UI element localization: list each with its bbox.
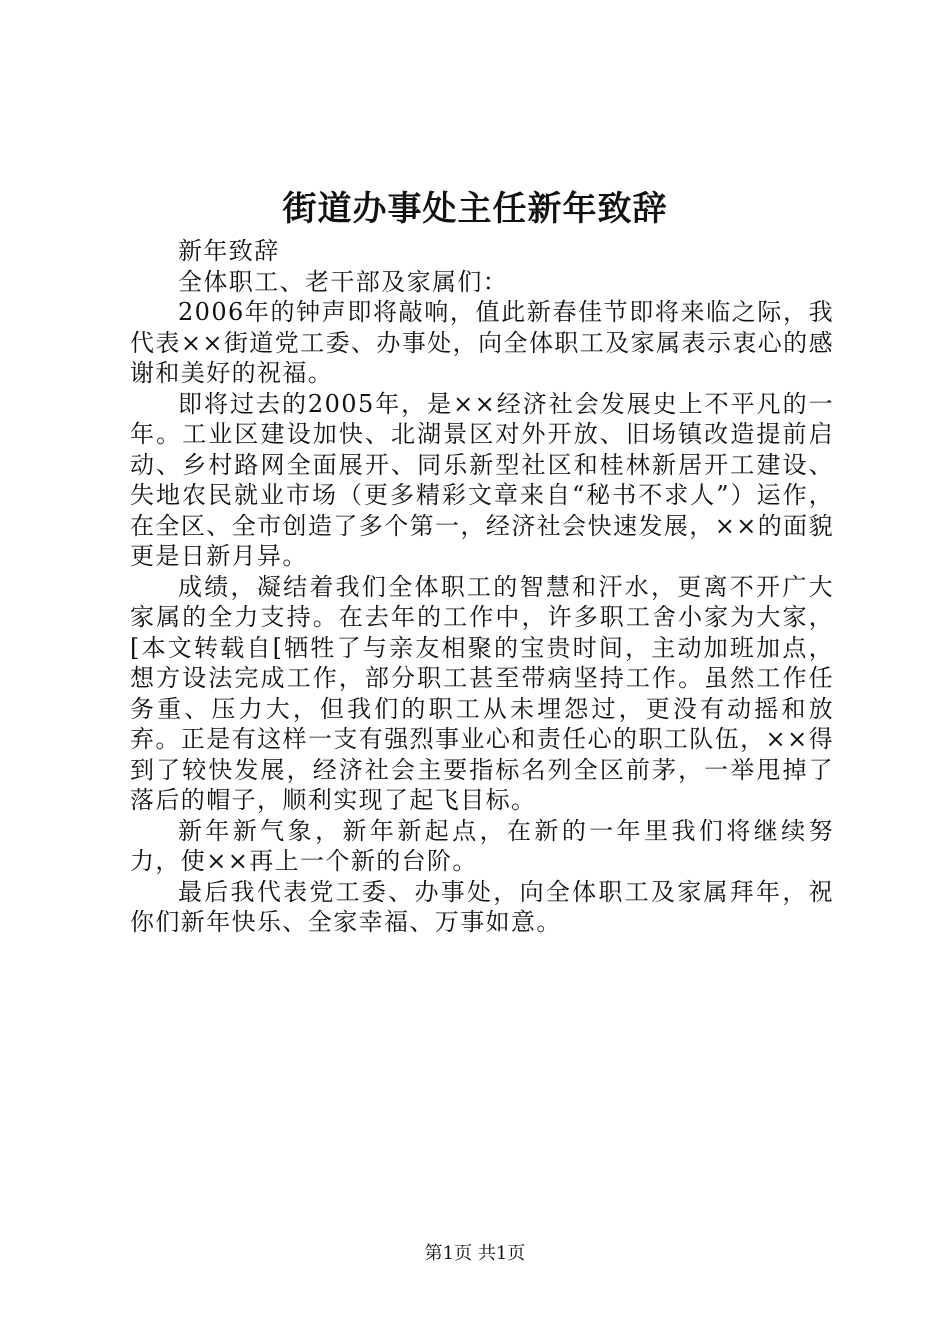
paragraph: 最后我代表党工委、办事处，向全体职工及家属拜年，祝你们新年快乐、全家幸福、万事如意。 [130, 877, 834, 936]
document-title: 街道办事处主任新年致辞 [282, 189, 668, 229]
paragraph: 新年新气象，新年新起点，在新的一年里我们将继续努力，使××再上一个新的台阶。 [130, 816, 834, 875]
page-footer: 第1页 共1页 [424, 1243, 526, 1264]
paragraph: 即将过去的2005年，是××经济社会发展史上不平凡的一年。工业区建设加快、北湖景区对外开放、旧场镇改造提前启动、乡村路网全面展开、同乐新型社区和桂林新居开工建设、失地农民就业市场（更多精彩文章来自“秘书不求人”）运作，在全区、全市创造了多个第一，经济社会快速发展，××的面貌更是日新月异。 [130, 389, 834, 570]
paragraph-salutation: 全体职工、老干部及家属们： [178, 267, 509, 296]
paragraph: 2006年的钟声即将敲响，值此新春佳节即将来临之际，我代表××街道党工委、办事处，向全体职工及家属表示衷心的感谢和美好的祝福。 [130, 298, 834, 387]
document-body [130, 236, 834, 938]
paragraph-heading: 新年致辞 [178, 237, 280, 265]
paragraph: 成绩，凝结着我们全体职工的智慧和汗水，更离不开广大家属的全力支持。在去年的工作中，许多职工舍小家为大家，[本文转载自[牺牲了与亲友相聚的宝贵时间，主动加班加点，想方设法完成工作，部分职工甚至带病坚持工作。虽然工作任务重、压力大，但我们的职工从未埋怨过，更没有动摇和放弃。正是有这样一支有强烈事业心和责任心的职工队伍，××得到了较快发展，经济社会主要指标名列全区前茅，一举甩掉了落后的帽子，顺利实现了起飞目标。 [130, 572, 834, 814]
